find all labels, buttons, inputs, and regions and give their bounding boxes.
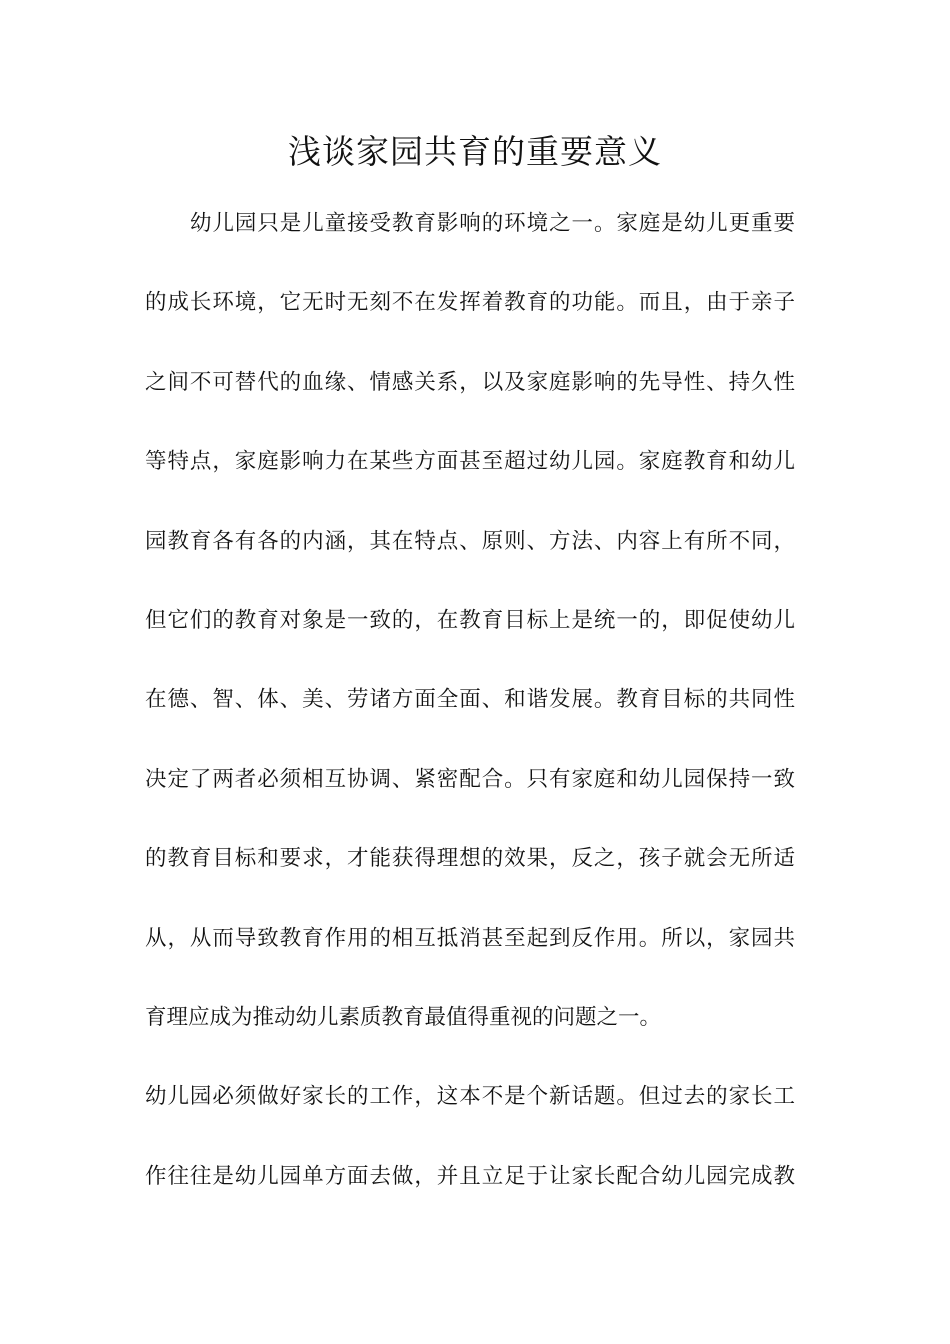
- paragraph-1-line-3: 之间不可替代的血缘、情感关系，以及家庭影响的先导性、持久性: [145, 369, 795, 395]
- paragraph-1-line-7: 在德、智、体、美、劳诸方面全面、和谐发展。教育目标的共同性: [145, 687, 795, 713]
- paragraph-1-line-5: 园教育各有各的内涵，其在特点、原则、方法、内容上有所不同，: [145, 528, 795, 554]
- paragraph-1-line-1: 幼儿园只是儿童接受教育影响的环境之一。家庭是幼儿更重要: [190, 211, 795, 236]
- paragraph-1-line-8: 决定了两者必须相互协调、紧密配合。只有家庭和幼儿园保持一致: [145, 766, 795, 792]
- paragraph-1-line-11: 育理应成为推动幼儿素质教育最值得重视的问题之一。: [145, 1004, 662, 1030]
- document-body: [145, 200, 795, 1232]
- paragraph-2-line-1: 幼儿园必须做好家长的工作，这本不是个新话题。但过去的家长工: [145, 1084, 795, 1110]
- document-title: 浅谈家园共育的重要意义: [288, 132, 662, 171]
- paragraph-2-line-2: 作往往是幼儿园单方面去做，并且立足于让家长配合幼儿园完成教: [145, 1163, 795, 1189]
- paragraph-1-line-6: 但它们的教育对象是一致的，在教育目标上是统一的，即促使幼儿: [145, 607, 795, 633]
- paragraph-1-line-4: 等特点，家庭影响力在某些方面甚至超过幼儿园。家庭教育和幼儿: [145, 449, 795, 475]
- paragraph-1-line-9: 的教育目标和要求，才能获得理想的效果，反之，孩子就会无所适: [145, 846, 795, 872]
- paragraph-1-line-2: 的成长环境，它无时无刻不在发挥着教育的功能。而且，由于亲子: [145, 290, 795, 316]
- paragraph-1-line-10: 从，从而导致教育作用的相互抵消甚至起到反作用。所以，家园共: [145, 925, 795, 951]
